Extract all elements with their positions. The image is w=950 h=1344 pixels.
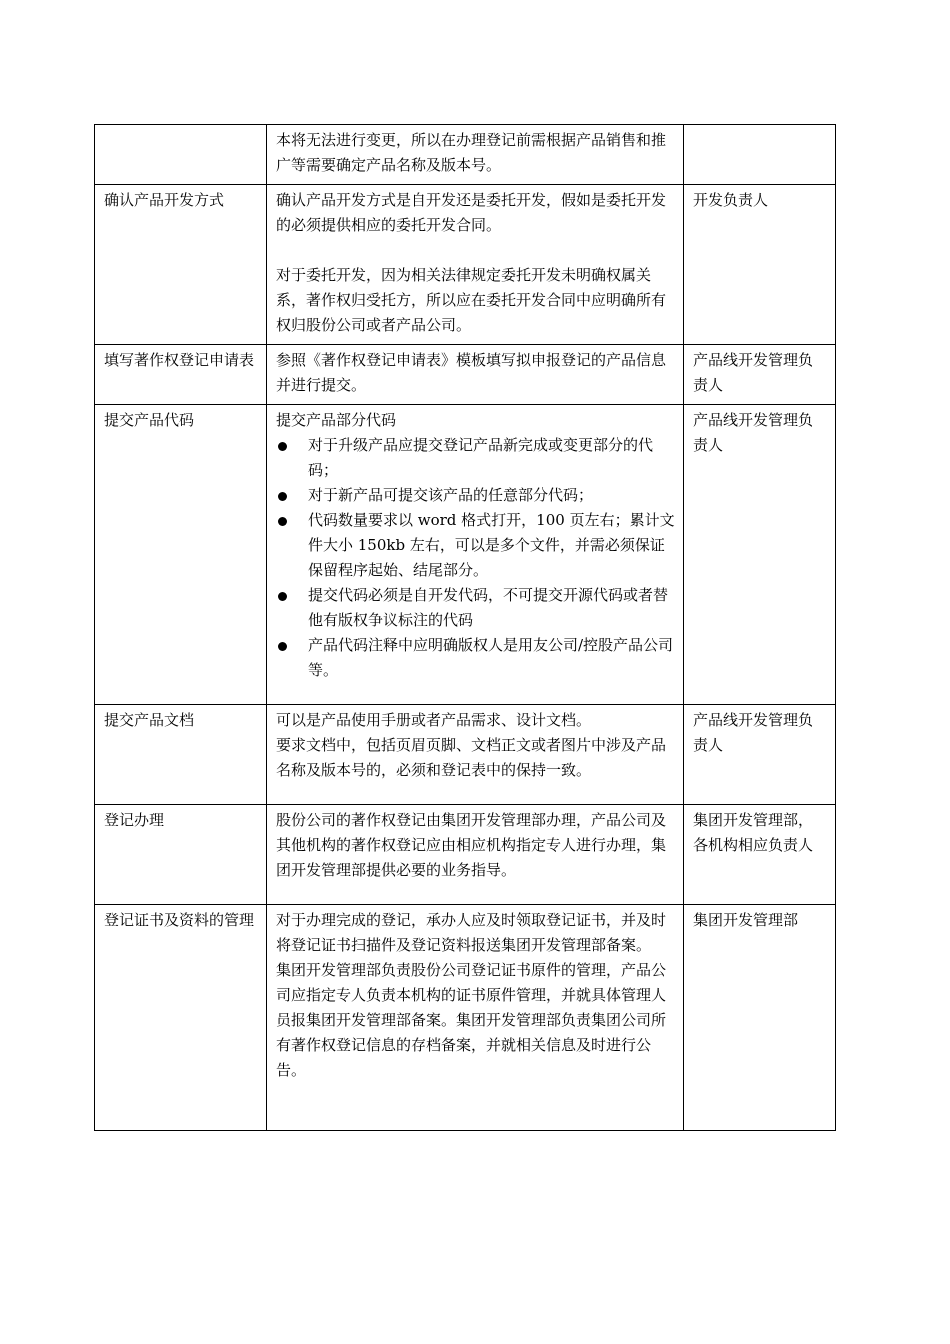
step-cell: 确认产品开发方式	[95, 185, 267, 345]
content-intro: 提交产品部分代码	[276, 411, 397, 429]
content-paragraph: 要求文档中，包括页眉页脚、文档正文或者图片中涉及产品名称及版本号的，必须和登记表中的保持一致。	[276, 736, 667, 779]
owner-cell: 产品线开发管理负责人	[684, 405, 836, 705]
step-cell: 提交产品代码	[95, 405, 267, 705]
list-item	[276, 483, 675, 508]
content-paragraph: 可以是产品使用手册或者产品需求、设计文档。	[276, 711, 592, 729]
content-cell	[267, 185, 684, 345]
blank-line	[276, 238, 675, 263]
content-paragraph: 对于委托开发，因为相关法律规定委托开发未明确权属关系，著作权归受托方，所以应在委托开发合同中应明确所有权归股份公司或者产品公司。	[276, 266, 667, 334]
bullet-icon	[278, 517, 287, 526]
list-item-text: 提交代码必须是自开发代码，不可提交开源代码或者替他有版权争议标注的代码	[308, 586, 669, 629]
content-cell	[267, 345, 684, 405]
content-paragraph: 集团开发管理部负责股份公司登记证书原件的管理，产品公司应指定专人负责本机构的证书原件管理，并就具体管理人员报集团开发管理部备案。集团开发管理部负责集团公司所有著作权登记信息的存档备案，并就相关信息及时进行公告。	[276, 961, 667, 1079]
bullet-icon	[278, 592, 287, 601]
step-cell: 提交产品文档	[95, 705, 267, 805]
table-row	[95, 905, 836, 1131]
list-item-text: 代码数量要求以 word 格式打开，100 页左右；累计文件大小 150kb 左右，可以是多个文件，并需必须保证保留程序起始、结尾部分。	[308, 511, 675, 579]
step-cell: 登记证书及资料的管理	[95, 905, 267, 1131]
table-row	[95, 185, 836, 345]
step-cell	[95, 125, 267, 185]
content-cell	[267, 905, 684, 1131]
process-table	[94, 124, 836, 1131]
owner-cell: 开发负责人	[684, 185, 836, 345]
content-paragraph: 股份公司的著作权登记由集团开发管理部办理，产品公司及其他机构的著作权登记应由相应机构指定专人进行办理，集团开发管理部提供必要的业务指导。	[276, 811, 667, 879]
bullet-icon	[278, 442, 287, 451]
content-cell	[267, 805, 684, 905]
content-paragraph: 确认产品开发方式是自开发还是委托开发，假如是委托开发的必须提供相应的委托开发合同。	[276, 191, 667, 234]
step-cell: 填写著作权登记申请表	[95, 345, 267, 405]
content-cell	[267, 405, 684, 705]
bullet-icon	[278, 642, 287, 651]
table-row	[95, 345, 836, 405]
owner-cell: 产品线开发管理负责人	[684, 705, 836, 805]
bullet-list	[276, 433, 675, 683]
list-item-text: 对于升级产品应提交登记产品新完成或变更部分的代码；	[308, 436, 654, 479]
step-cell: 登记办理	[95, 805, 267, 905]
list-item-text: 产品代码注释中应明确版权人是用友公司/控股产品公司等。	[308, 636, 674, 679]
table-row	[95, 705, 836, 805]
owner-cell	[684, 125, 836, 185]
list-item	[276, 433, 675, 483]
content-cell	[267, 705, 684, 805]
list-item-text: 对于新产品可提交该产品的任意部分代码；	[308, 486, 594, 504]
content-paragraph: 本将无法进行变更，所以在办理登记前需根据产品销售和推广等需要确定产品名称及版本号。	[276, 131, 667, 174]
content-paragraph: 参照《著作权登记申请表》模板填写拟申报登记的产品信息并进行提交。	[276, 351, 667, 394]
table-row	[95, 405, 836, 705]
content-paragraph: 对于办理完成的登记，承办人应及时领取登记证书，并及时将登记证书扫描件及登记资料报送集团开发管理部备案。	[276, 911, 667, 954]
bullet-icon	[278, 492, 287, 501]
owner-cell: 产品线开发管理负责人	[684, 345, 836, 405]
list-item	[276, 583, 675, 633]
list-item	[276, 633, 675, 683]
table-row	[95, 805, 836, 905]
owner-cell: 集团开发管理部，各机构相应负责人	[684, 805, 836, 905]
owner-cell: 集团开发管理部	[684, 905, 836, 1131]
table-row	[95, 125, 836, 185]
list-item	[276, 508, 675, 583]
content-cell	[267, 125, 684, 185]
